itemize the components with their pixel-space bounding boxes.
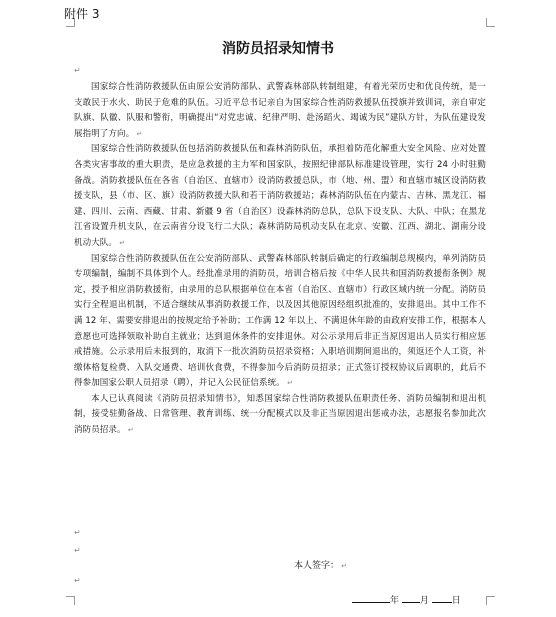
paragraph-intro: 国家综合性消防救援队伍由原公安消防部队、武警森林部队转制组建，有着光荣历史和优良传统，是一支敢民于水火、助民于危难的队伍。习近平总书记亲自为国家综合性消防救援队伍授旗并致训词，亲自审定队旗、队徽、队服和警衔，明确提出“对党忠诚、纪律严明、赴汤蹈火、竭诚为民”建队方针，为队伍建设发展指明了方向。 ↵ [74, 80, 486, 142]
day-blank[interactable] [432, 592, 452, 603]
corner-mark-bottom-right [486, 596, 495, 605]
document-title: 消防员招录知情书 [222, 41, 334, 57]
paragraph-mark: ↵ [74, 546, 81, 555]
body-text[interactable] [74, 80, 486, 439]
paragraph-structure: 国家综合性消防救援队伍包括消防救援队伍和森林消防队伍，承担着防范化解重大安全风险、应对处置各类灾害事故的重大职责，是应急救援的主力军和国家队，按照纪律部队标准建设管理，实行 24 小时驻勤备战。消防救援队伍在各省（自治区、直辖市）设消防救援总队，市（地、州、盟）和直辖市城区设消防救援支队，县（市、区、旗）设消防救援大队和若干消防救援站；森林消防队伍在内蒙古、吉林、黑龙江、福建、四川、云南、西藏、甘肃、新疆 9 省（自治区）设森林消防总队，总队下设支队、大队、中队；在黑龙江省设置升机支队，在云南省分设飞行二大队；森林消防局机动支队在北京、安徽、江西、湖北、湖南分设机动大队。 ↵ [74, 142, 486, 251]
year-blank[interactable] [352, 592, 390, 603]
corner-mark-top-right [486, 18, 495, 27]
attachment-label: 附件 3 [64, 7, 100, 21]
paragraph-acknowledgement: 本人已认真阅读《消防员招录知情书》，知悉国家综合性消防救援队伍职责任务、消防员编制和退出机制，接受驻勤备战、日常管理、教育训练、统一分配模式以及非正当原因退出惩戒办法，志愿报名参加此次消防员招录。 ↵ [74, 392, 486, 439]
day-label: 日 [451, 596, 461, 606]
year-label: 年 [390, 596, 400, 606]
paragraph-mark: ↵ [74, 528, 81, 537]
paragraph-staffing: 国家综合性消防救援队伍在公安消防部队、武警森林部队转制后确定的行政编制总规模内，单列消防员专项编制，编制不具体到个人。经批准录用的消防员，培训合格后按《中华人民共和国消防救援衔条例》规定，授予相应消防救援衔，由录用的总队根据单位在本省（自治区、直辖市）行政区域内统一分配。消防员实行全程退出机制，不适合继续从事消防救援工作，以及因其他原因经组织批准的，安排退出。其中工作不满 12 年、需要安排退出的按规定给予补助；工作满 12 年以上、不满退休年龄的由政府安排工作，根据本人意愿也可选择领取补助自主就业；达到退休条件的安排退休。对公示录用后非正当原因退出人员实行相应惩戒措施。公示录用后未报到的，取消下一批次消防员招录资格；入职培训期间退出的，须返还个人工资，补缴体格复检费、入队交通费、培训伙食费，不得参加今后消防员招录；正式签订授权协议后离职的，此后不得参加国家公职人员招录（聘），并记入公民征信系统。 ↵ [74, 252, 486, 392]
date-field[interactable] [352, 592, 461, 607]
signature-label: 本人签字： ↵ [294, 560, 347, 572]
month-blank[interactable] [402, 592, 420, 603]
paragraph-mark: ↵ [74, 66, 81, 75]
paragraph-mark: ↵ [74, 576, 81, 585]
month-label: 月 [419, 596, 429, 606]
corner-mark-bottom-left [66, 596, 75, 605]
